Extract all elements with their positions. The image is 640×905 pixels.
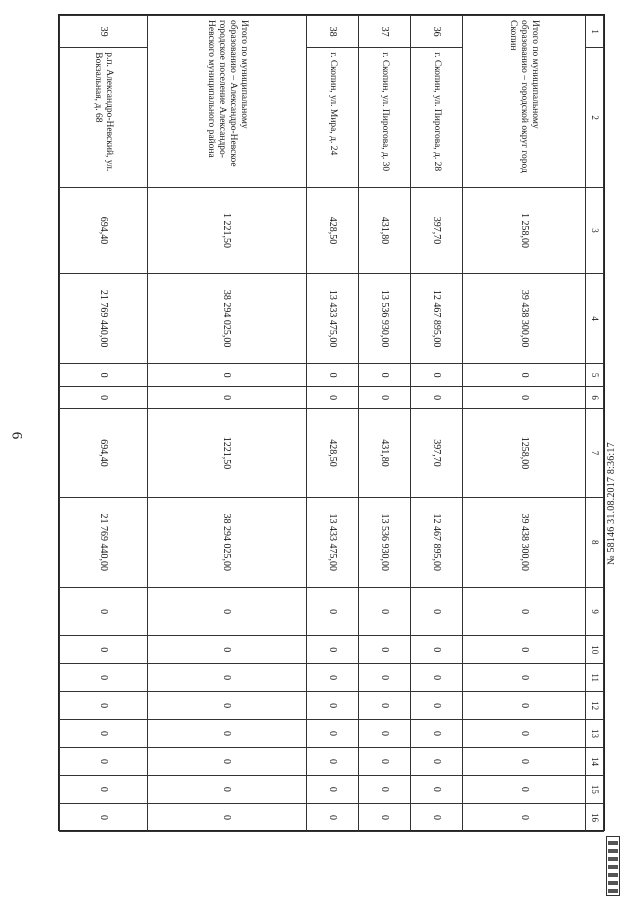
table-cell: 0 xyxy=(358,386,410,409)
col-header: 15 xyxy=(586,775,604,803)
table-cell: 694,40 xyxy=(60,409,148,497)
table-cell: 431,80 xyxy=(358,409,410,497)
col-header: 1 xyxy=(586,16,604,48)
col-header: 5 xyxy=(586,364,604,387)
table-cell: 0 xyxy=(358,748,410,776)
table-cell: 0 xyxy=(306,720,358,748)
col-header: 10 xyxy=(586,636,604,664)
table-cell: 0 xyxy=(358,636,410,664)
table-cell: 0 xyxy=(147,636,306,664)
table-cell: 0 xyxy=(60,587,148,635)
table-row xyxy=(410,16,462,832)
table-cell: 0 xyxy=(60,803,148,831)
table-cell: 13 536 930,00 xyxy=(358,497,410,587)
col-header: 2 xyxy=(586,48,604,188)
table-cell: 38 294 025,00 xyxy=(147,497,306,587)
table-cell: 13 433 475,00 xyxy=(306,274,358,364)
resettlement-table xyxy=(59,15,604,832)
table-cell: 0 xyxy=(306,803,358,831)
table-cell: 0 xyxy=(410,587,462,635)
page-number: 6 xyxy=(8,431,25,440)
table-cell: 12 467 895,00 xyxy=(410,274,462,364)
table-cell: 397,70 xyxy=(410,188,462,274)
table-cell: 0 xyxy=(306,692,358,720)
table-cell: 0 xyxy=(410,636,462,664)
table-header-row xyxy=(586,16,604,832)
table-cell: 38 294 025,00 xyxy=(147,274,306,364)
row-name: р.п. Александро-Невский, ул. Вокзальная, д. 68 xyxy=(60,48,148,188)
col-header: 11 xyxy=(586,664,604,692)
table-row xyxy=(60,16,148,832)
document-registration-footer: № 58146 31.08.2017 8:36:17 xyxy=(606,442,617,565)
table-cell: 0 xyxy=(462,664,585,692)
col-header: 6 xyxy=(586,386,604,409)
table-cell: 0 xyxy=(358,692,410,720)
row-name: Итого по муниципальному образованию – Александро-Невское городское поселение Александро-Невского муниципального района xyxy=(147,16,306,188)
table-cell: 0 xyxy=(60,692,148,720)
col-header: 16 xyxy=(586,803,604,831)
table-cell: 428,50 xyxy=(306,409,358,497)
table-cell: 39 438 300,00 xyxy=(462,497,585,587)
row-index: 37 xyxy=(358,16,410,48)
col-header: 12 xyxy=(586,692,604,720)
table-cell: 0 xyxy=(147,587,306,635)
row-index: 36 xyxy=(410,16,462,48)
table-cell: 0 xyxy=(410,748,462,776)
row-name: г. Скопин, ул. Пирогова, д. 28 xyxy=(410,48,462,188)
col-header: 13 xyxy=(586,720,604,748)
table-cell: 1 258,00 xyxy=(462,188,585,274)
col-header: 14 xyxy=(586,748,604,776)
table-cell: 0 xyxy=(60,664,148,692)
table-cell: 0 xyxy=(410,664,462,692)
table-cell: 0 xyxy=(410,720,462,748)
table-cell: 0 xyxy=(147,720,306,748)
row-name: Итого по муниципальному образованию – городской округ город Скопин xyxy=(462,16,585,188)
row-index: 39 xyxy=(60,16,148,48)
table-cell: 0 xyxy=(147,664,306,692)
table-cell: 0 xyxy=(462,636,585,664)
table-cell: 0 xyxy=(410,775,462,803)
table-cell: 0 xyxy=(410,803,462,831)
col-header: 4 xyxy=(586,274,604,364)
col-header: 7 xyxy=(586,409,604,497)
table-cell: 21 769 440,00 xyxy=(60,274,148,364)
table-cell: 0 xyxy=(462,692,585,720)
table-cell: 428,50 xyxy=(306,188,358,274)
table-cell: 0 xyxy=(60,775,148,803)
table-cell: 0 xyxy=(306,636,358,664)
table-cell: 13 433 475,00 xyxy=(306,497,358,587)
table-cell: 0 xyxy=(60,636,148,664)
table-cell: 0 xyxy=(306,664,358,692)
row-name: г. Скопин, ул. Мира, д. 24 xyxy=(306,48,358,188)
table-cell: 0 xyxy=(358,664,410,692)
table-cell: 0 xyxy=(410,386,462,409)
table-cell: 0 xyxy=(60,720,148,748)
table-cell: 0 xyxy=(306,587,358,635)
table-cell: 0 xyxy=(462,587,585,635)
table-cell: 12 467 895,00 xyxy=(410,497,462,587)
barcode-stamp-icon xyxy=(606,836,620,896)
table-cell: 0 xyxy=(60,364,148,387)
table-cell: 0 xyxy=(147,748,306,776)
table-cell: 0 xyxy=(462,364,585,387)
table-cell: 21 769 440,00 xyxy=(60,497,148,587)
table-cell: 1258,00 xyxy=(462,409,585,497)
table-cell: 0 xyxy=(358,775,410,803)
table-cell: 0 xyxy=(147,803,306,831)
table-cell: 0 xyxy=(462,748,585,776)
table-cell: 0 xyxy=(462,720,585,748)
table-cell: 0 xyxy=(147,364,306,387)
row-name: г. Скопин, ул. Пирогова, д. 30 xyxy=(358,48,410,188)
table-cell: 0 xyxy=(306,364,358,387)
table-cell: 0 xyxy=(358,720,410,748)
table-cell: 0 xyxy=(60,386,148,409)
table-row xyxy=(462,16,585,832)
col-header: 3 xyxy=(586,188,604,274)
col-header: 8 xyxy=(586,497,604,587)
table-cell: 0 xyxy=(462,386,585,409)
table-cell: 13 536 930,00 xyxy=(358,274,410,364)
table-cell: 0 xyxy=(358,364,410,387)
table-cell: 0 xyxy=(147,775,306,803)
table-cell: 1221,50 xyxy=(147,409,306,497)
table-cell: 0 xyxy=(306,748,358,776)
table-cell: 0 xyxy=(306,386,358,409)
table-cell: 0 xyxy=(147,386,306,409)
table-cell: 0 xyxy=(147,692,306,720)
col-header: 9 xyxy=(586,587,604,635)
table-row xyxy=(147,16,306,832)
table-cell: 0 xyxy=(358,803,410,831)
table-cell: 694,40 xyxy=(60,188,148,274)
document-table-frame xyxy=(58,14,605,831)
row-index: 38 xyxy=(306,16,358,48)
table-cell: 397,70 xyxy=(410,409,462,497)
table-cell: 0 xyxy=(462,803,585,831)
table-cell: 0 xyxy=(60,748,148,776)
table-cell: 1 221,50 xyxy=(147,188,306,274)
table-cell: 0 xyxy=(410,364,462,387)
table-row xyxy=(306,16,358,832)
table-cell: 0 xyxy=(358,587,410,635)
table-cell: 431,80 xyxy=(358,188,410,274)
table-cell: 39 438 300,00 xyxy=(462,274,585,364)
table-cell: 0 xyxy=(306,775,358,803)
table-cell: 0 xyxy=(410,692,462,720)
table-row xyxy=(358,16,410,832)
table-cell: 0 xyxy=(462,775,585,803)
